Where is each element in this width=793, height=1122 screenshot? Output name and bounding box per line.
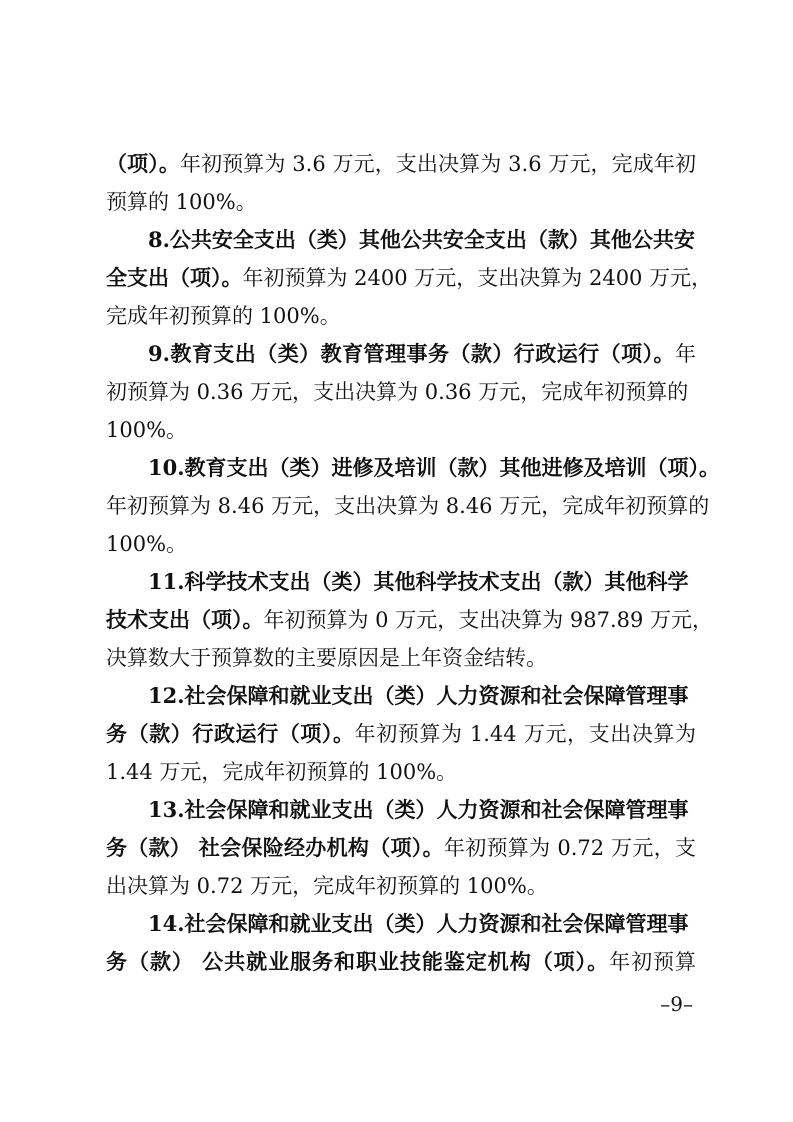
text-line xyxy=(148,340,696,368)
text: 年初预算为 3.6 万元，支出决算为 3.6 万元，完成年初 xyxy=(179,152,697,176)
item-heading: 11.科学技术支出（类）其他科学技术支出（款）其他科学 xyxy=(148,569,689,594)
text-line: 100%。 xyxy=(106,418,188,442)
text-line xyxy=(106,150,696,178)
text-line xyxy=(106,720,696,748)
item-heading: 13.社会保障和就业支出（类）人力资源和社会保障管理事 xyxy=(148,797,689,822)
item-heading: 8.公共安全支出（类）其他公共安全支出（款）其他公共安 xyxy=(148,227,695,252)
text: 年初预算为 1.44 万元，支出决算为 xyxy=(354,722,697,746)
bold-text: 全支出（项）。 xyxy=(106,265,243,290)
text-line: 年初预算为 8.46 万元，支出决算为 8.46 万元，完成年初预算的 xyxy=(106,494,710,518)
text-line xyxy=(106,948,696,976)
text-line: 出决算为 0.72 万元，完成年初预算的 100%。 xyxy=(106,874,548,898)
text-line: 预算的 100%。 xyxy=(106,190,257,214)
text: 年初预算为 0 万元，支出决算为 987.89 万元， xyxy=(263,608,714,632)
text-line xyxy=(106,834,696,862)
bold-text: 务（款）行政运行（项）。 xyxy=(106,721,355,746)
text: 年初预算为 2400 万元，支出决算为 2400 万元， xyxy=(242,266,713,290)
text-line: 初预算为 0.36 万元，支出决算为 0.36 万元，完成年初预算的 xyxy=(106,380,689,404)
bold-text: （项）。 xyxy=(106,151,180,176)
item-heading: 14.社会保障和就业支出（类）人力资源和社会保障管理事 xyxy=(148,911,689,936)
text-line: 1.44 万元，完成年初预算的 100%。 xyxy=(106,760,458,784)
bold-text: 务（款） 公共就业服务和职业技能鉴定机构（项）。 xyxy=(106,949,610,974)
text-line: 完成年初预算的 100%。 xyxy=(106,304,341,328)
item-heading: 9.教育支出（类）教育管理事务（款）行政运行（项）。 xyxy=(148,341,675,366)
item-heading: 10.教育支出（类）进修及培训（款）其他进修及培训（项）。 xyxy=(148,455,721,480)
text: 年 xyxy=(675,342,696,366)
text-line: 决算数大于预算数的主要原因是上年资金结转。 xyxy=(106,646,547,670)
text: 年初预算为 0.72 万元，支 xyxy=(443,836,697,860)
bold-text: 务（款） 社会保险经办机构（项）。 xyxy=(106,835,444,860)
text-line xyxy=(106,264,713,292)
text: 年初预算 xyxy=(609,950,697,974)
text-line xyxy=(106,606,714,634)
page-number: –9– xyxy=(660,992,693,1016)
text-line: 100%。 xyxy=(106,532,188,556)
bold-text: 技术支出（项）。 xyxy=(106,607,264,632)
item-heading: 12.社会保障和就业支出（类）人力资源和社会保障管理事 xyxy=(148,683,689,708)
